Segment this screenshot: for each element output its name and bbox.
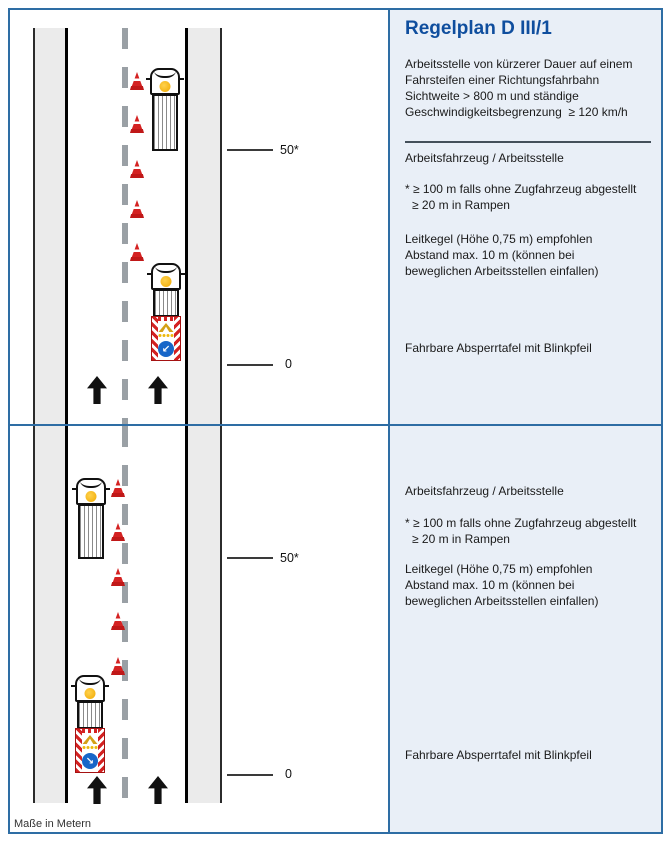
lane-divider-dashed-line	[122, 28, 128, 424]
info-panel	[388, 10, 661, 832]
top-cone-note-line-1: Leitkegel (Höhe 0,75 m) empfohlen	[405, 232, 593, 246]
direction-arrow-icon	[148, 376, 168, 404]
cargo-bed	[77, 701, 103, 729]
warning-lights-chevron-icon	[83, 735, 98, 744]
red-white-stripes-icon	[98, 729, 104, 772]
work-vehicle-icon	[76, 478, 106, 559]
red-white-stripes-icon	[82, 729, 98, 733]
top-work-vehicle-label: Arbeitsfahrzeug / Arbeitsstelle	[405, 151, 564, 165]
top-footnote-line-1: * ≥ 100 m falls ohne Zugfahrzeug abgestellt	[405, 182, 637, 196]
bottom-cone-note	[405, 561, 653, 609]
top-footnote	[405, 181, 653, 213]
intro-line-3: Sichtweite > 800 m und ständige	[405, 89, 579, 103]
vehicle-cab	[150, 68, 180, 95]
top-board-label: Fahrbare Absperrtafel mit Blinkpfeil	[405, 341, 592, 355]
traffic-cone-icon	[130, 160, 144, 179]
bottom-footnote-line-1: * ≥ 100 m falls ohne Zugfahrzeug abgestellt	[405, 516, 637, 530]
mirror-icon	[178, 78, 184, 80]
windshield	[80, 480, 102, 488]
pass-right-sign-icon: ↘	[82, 753, 98, 769]
vehicle-cab	[75, 675, 105, 702]
top-footnote-line-2: ≥ 20 m in Rampen	[412, 198, 510, 212]
warning-lights-row	[159, 334, 174, 337]
distance-marker-50: 50*	[280, 143, 299, 157]
cargo-bed	[153, 289, 179, 317]
traffic-cone-icon	[111, 657, 125, 676]
bottom-footnote-line-2: ≥ 20 m in Rampen	[412, 532, 510, 546]
page-title: Regelplan D III/1	[405, 18, 552, 39]
bottom-footnote	[405, 515, 653, 547]
warning-board-vehicle-icon	[151, 263, 181, 361]
red-white-stripes-icon	[158, 317, 174, 321]
bottom-work-vehicle-label: Arbeitsfahrzeug / Arbeitsstelle	[405, 484, 564, 498]
mirror-icon	[103, 685, 109, 687]
direction-arrow-icon	[87, 376, 107, 404]
warning-lights-chevron-icon	[159, 323, 174, 332]
panel-divider	[10, 424, 661, 426]
left-shoulder	[33, 28, 68, 424]
windshield	[79, 677, 101, 685]
intro-line-2: Fahrsteifen einer Richtungsfahrbahn	[405, 73, 600, 87]
right-shoulder	[185, 426, 222, 803]
distance-marker-line	[227, 557, 273, 559]
distance-marker-0: 0	[285, 767, 292, 781]
distance-marker-0: 0	[285, 357, 292, 371]
amber-beacon-icon	[161, 276, 172, 287]
mirror-icon	[179, 273, 185, 275]
distance-marker-line	[227, 364, 273, 366]
left-shoulder	[33, 426, 68, 803]
traffic-cone-icon	[111, 568, 125, 587]
warning-board	[75, 728, 105, 773]
vehicle-cab	[76, 478, 106, 505]
windshield	[154, 70, 176, 78]
distance-marker-50: 50*	[280, 551, 299, 565]
footer-note: Maße in Metern	[14, 818, 92, 830]
warning-board-vehicle-icon	[75, 675, 105, 773]
mirror-icon	[146, 78, 152, 80]
red-white-stripes-icon	[174, 317, 180, 360]
amber-beacon-icon	[160, 81, 171, 92]
traffic-cone-icon	[130, 200, 144, 219]
intro-text	[405, 56, 653, 120]
intro-line-4: Geschwindigkeitsbegrenzung ≥ 120 km/h	[405, 105, 628, 119]
bottom-cone-note-line-1: Leitkegel (Höhe 0,75 m) empfohlen	[405, 562, 593, 576]
work-vehicle-icon	[150, 68, 180, 151]
traffic-cone-icon	[130, 243, 144, 262]
top-cone-note	[405, 231, 653, 279]
traffic-cone-icon	[111, 479, 125, 498]
red-white-stripes-icon	[152, 317, 158, 360]
top-cone-note-line-3: beweglichen Arbeitsstellen einfallen)	[405, 264, 599, 278]
warning-board	[151, 316, 181, 361]
vehicle-cab	[151, 263, 181, 290]
pass-left-sign-icon: ↙	[158, 341, 174, 357]
traffic-cone-icon	[111, 612, 125, 631]
bottom-board-label: Fahrbare Absperrtafel mit Blinkpfeil	[405, 748, 592, 762]
section-divider	[405, 141, 651, 143]
red-white-stripes-icon	[76, 729, 82, 772]
traffic-cone-icon	[130, 72, 144, 91]
direction-arrow-icon	[148, 776, 168, 804]
cargo-bed	[78, 504, 104, 559]
amber-beacon-icon	[85, 688, 96, 699]
warning-lights-row	[83, 746, 98, 749]
top-cone-note-line-2: Abstand max. 10 m (können bei	[405, 248, 575, 262]
windshield	[155, 265, 177, 273]
mirror-icon	[104, 488, 110, 490]
amber-beacon-icon	[86, 491, 97, 502]
cargo-bed	[152, 94, 178, 151]
mirror-icon	[72, 488, 78, 490]
mirror-icon	[71, 685, 77, 687]
traffic-cone-icon	[130, 115, 144, 134]
right-shoulder	[185, 28, 222, 424]
traffic-cone-icon	[111, 523, 125, 542]
direction-arrow-icon	[87, 776, 107, 804]
mirror-icon	[147, 273, 153, 275]
bottom-cone-note-line-3: beweglichen Arbeitsstellen einfallen)	[405, 594, 599, 608]
distance-marker-line	[227, 774, 273, 776]
distance-marker-line	[227, 149, 273, 151]
bottom-cone-note-line-2: Abstand max. 10 m (können bei	[405, 578, 575, 592]
intro-line-1: Arbeitsstelle von kürzerer Dauer auf einem	[405, 57, 633, 71]
